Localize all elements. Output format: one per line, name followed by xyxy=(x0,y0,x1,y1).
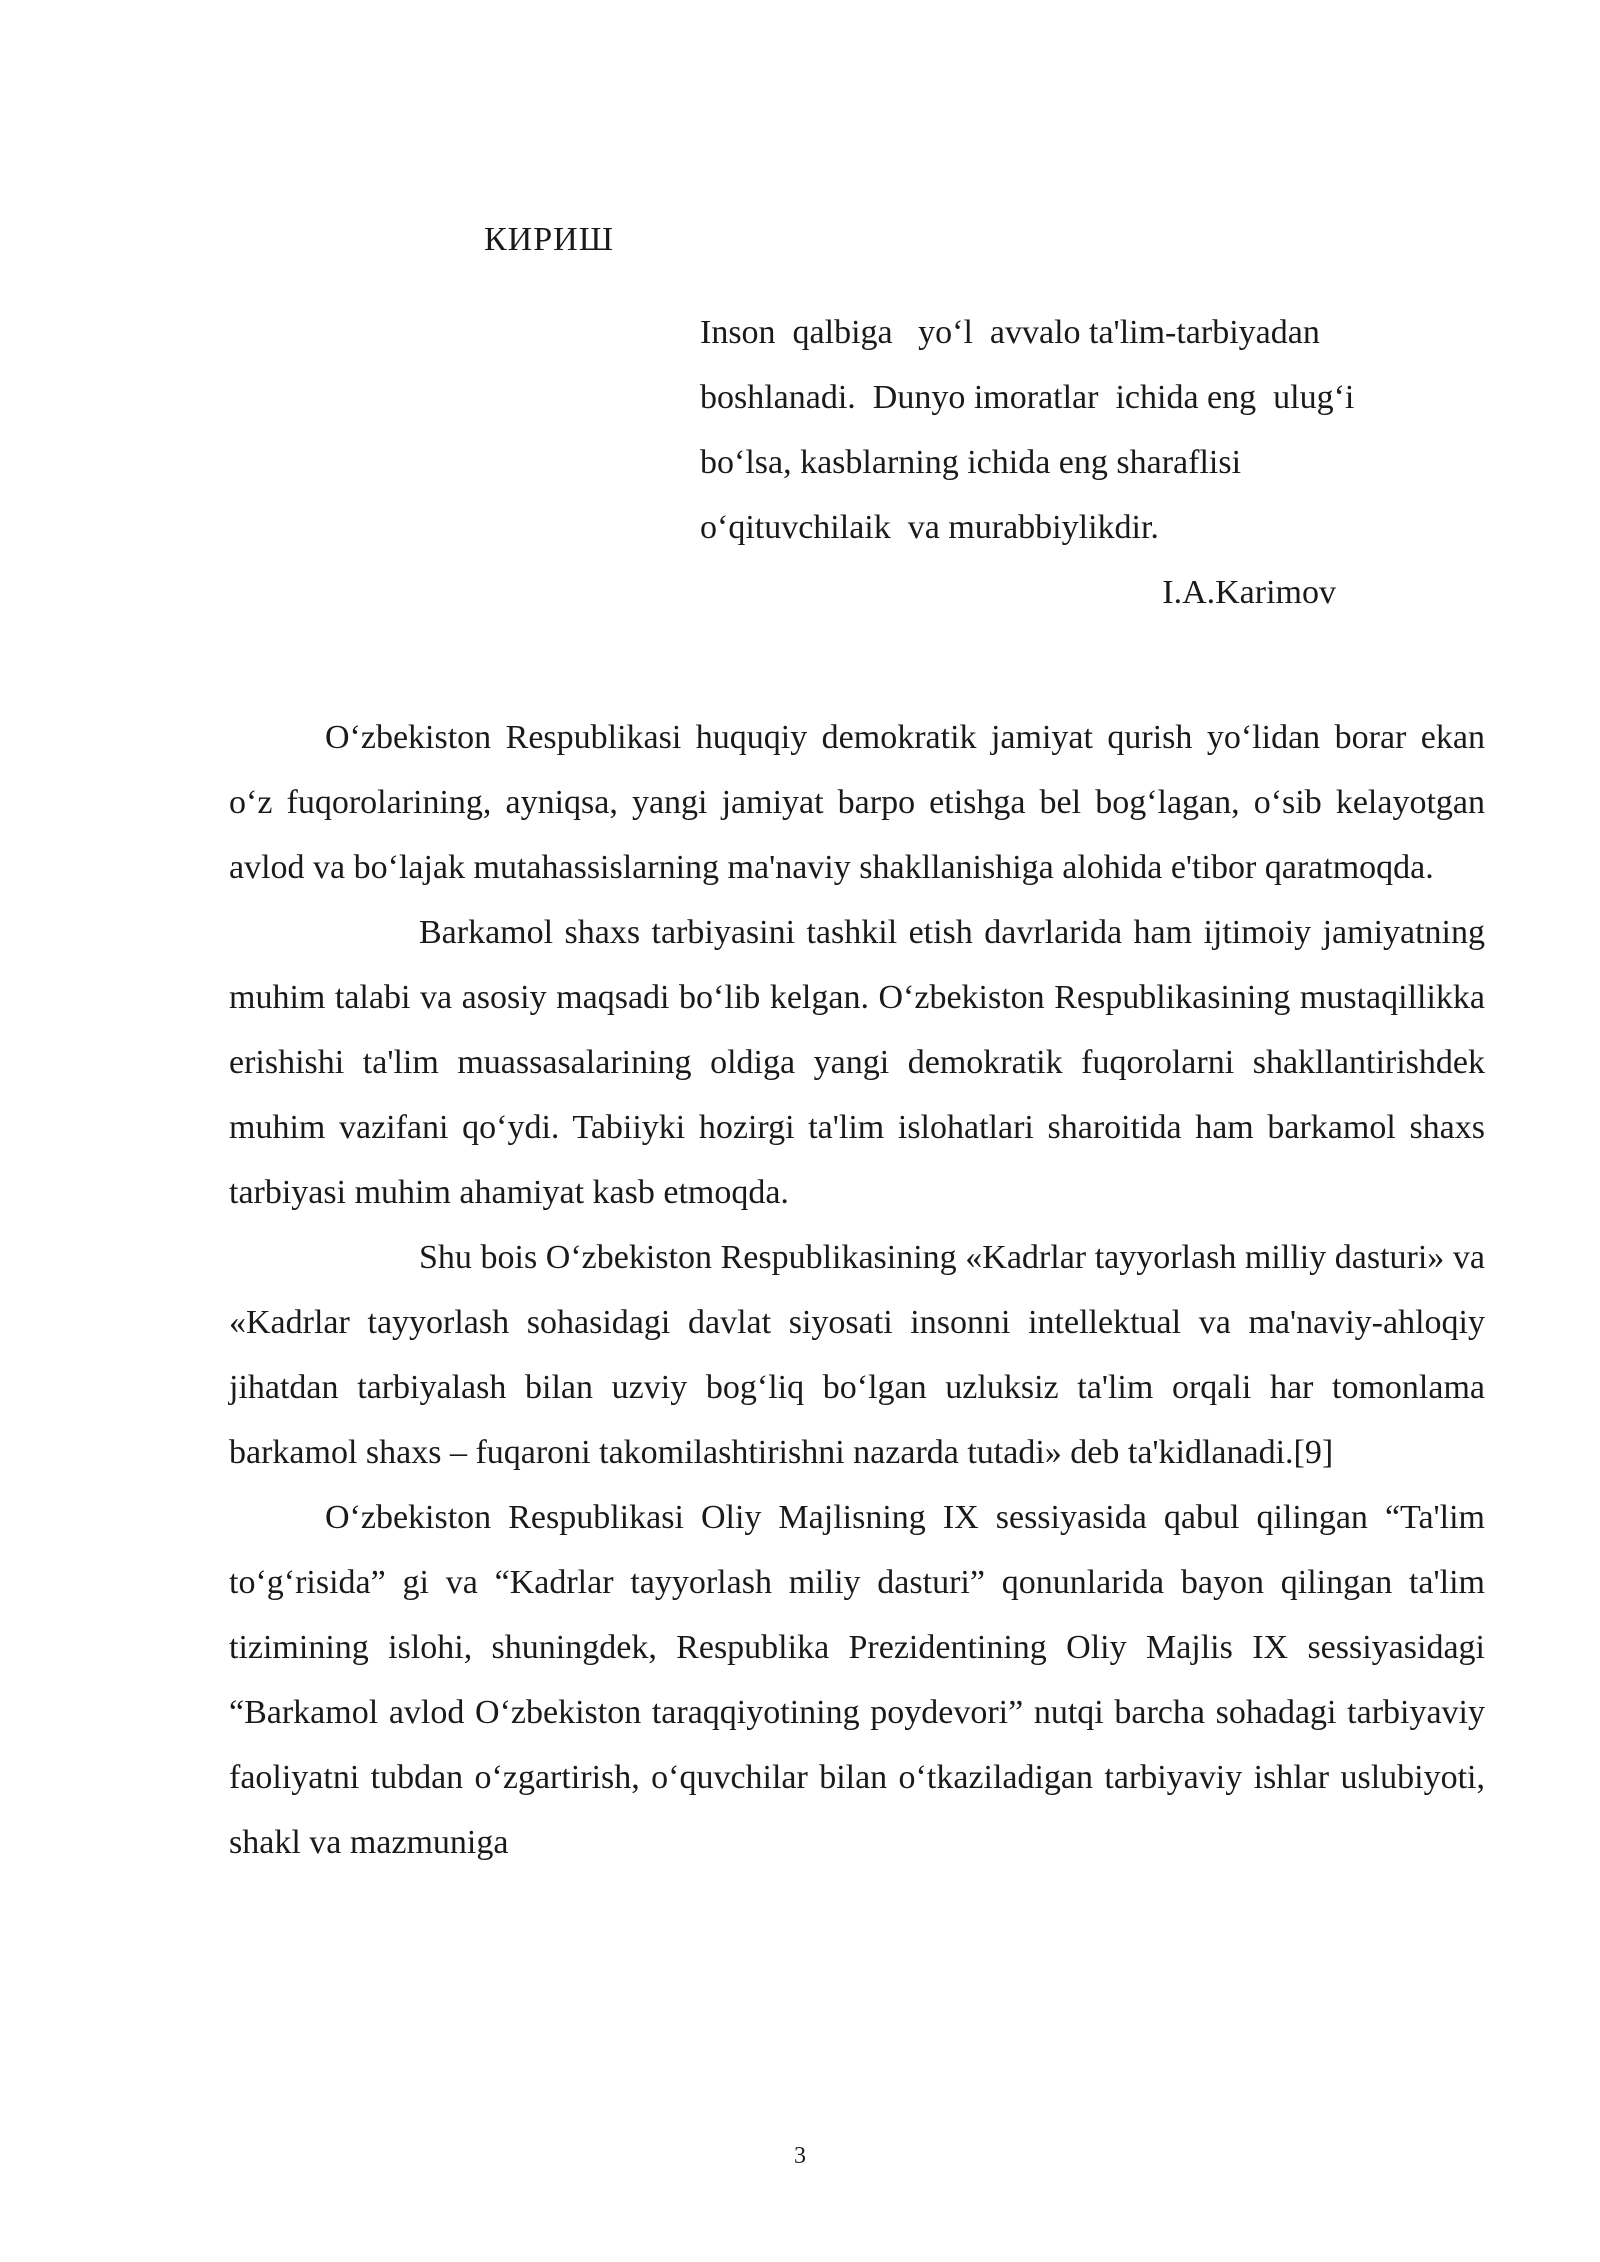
paragraph: Barkamol shaxs tarbiyasini tashkil etish davrlarida ham ijtimoiy jamiyatning muhim talabi va asosiy maqsadi bo‘lib kelgan. O‘zbekiston Respublikasining mustaqillikka erishishi ta'lim muassasalarining oldiga yangi demokratik fuqorolarni shakllantirishdek muhim vazifani qo‘ydi. Tabiiyki hozirgi ta'lim islohatlari sharoitida ham barkamol shaxs tarbiyasi muhim ahamiyat kasb etmoqda. xyxy=(229,914,1485,1211)
epigraph-line: o‘qituvchilaik va murabbiylikdir. xyxy=(700,509,1159,546)
body-text xyxy=(229,705,1485,1875)
paragraph: O‘zbekiston Respublikasi Oliy Majlisning IX sessiyasida qabul qilingan “Ta'lim to‘g‘risida” gi va “Kadrlar tayyorlash miliy dasturi” qonunlarida bayon qilingan ta'lim tizimining islohi, shuningdek, Respublika Prezidentining Oliy Majlis IX sessiyasidagi “Barkamol avlod O‘zbekiston taraqqiyotining poydevori” nutqi barcha sohadagi tarbiyaviy faoliyatni tubdan o‘zgartirish, o‘quvchilar bilan o‘tkaziladigan tarbiyaviy ishlar uslubiyoti, shakl va mazmuniga xyxy=(229,1499,1485,1861)
page-number: 3 xyxy=(794,2143,806,2169)
epigraph-line: bo‘lsa, kasblarning ichida eng sharaflisi xyxy=(700,444,1242,481)
section-heading: КИРИШ xyxy=(484,221,614,258)
epigraph-line: Inson qalbiga yo‘l avvalo ta'lim-tarbiyadan xyxy=(700,314,1320,351)
paragraph: O‘zbekiston Respublikasi huquqiy demokratik jamiyat qurish yo‘lidan borar ekan o‘z fuqorolarining, ayniqsa, yangi jamiyat barpo etishga bel bog‘lagan, o‘sib kelayotgan avlod va bo‘lajak mutahassislarning ma'naviy shakllanishiga alohida e'tibor qaratmoqda. xyxy=(229,719,1485,886)
epigraph xyxy=(700,300,1460,625)
epigraph-line: boshlanadi. Dunyo imoratlar ichida eng ulug‘i xyxy=(700,379,1355,416)
epigraph-author: I.A.Karimov xyxy=(1162,574,1336,611)
paragraph: Shu bois O‘zbekiston Respublikasining «Kadrlar tayyorlash milliy dasturi» va «Kadrlar tayyorlash sohasidagi davlat siyosati insonni intellektual va ma'naviy-ahloqiy jihatdan tarbiyalash bilan uzviy bog‘liq bo‘lgan uzluksiz ta'lim orqali har tomonlama barkamol shaxs – fuqaroni takomilashtirishni nazarda tutadi» deb ta'kidlanadi.[9] xyxy=(229,1239,1485,1471)
